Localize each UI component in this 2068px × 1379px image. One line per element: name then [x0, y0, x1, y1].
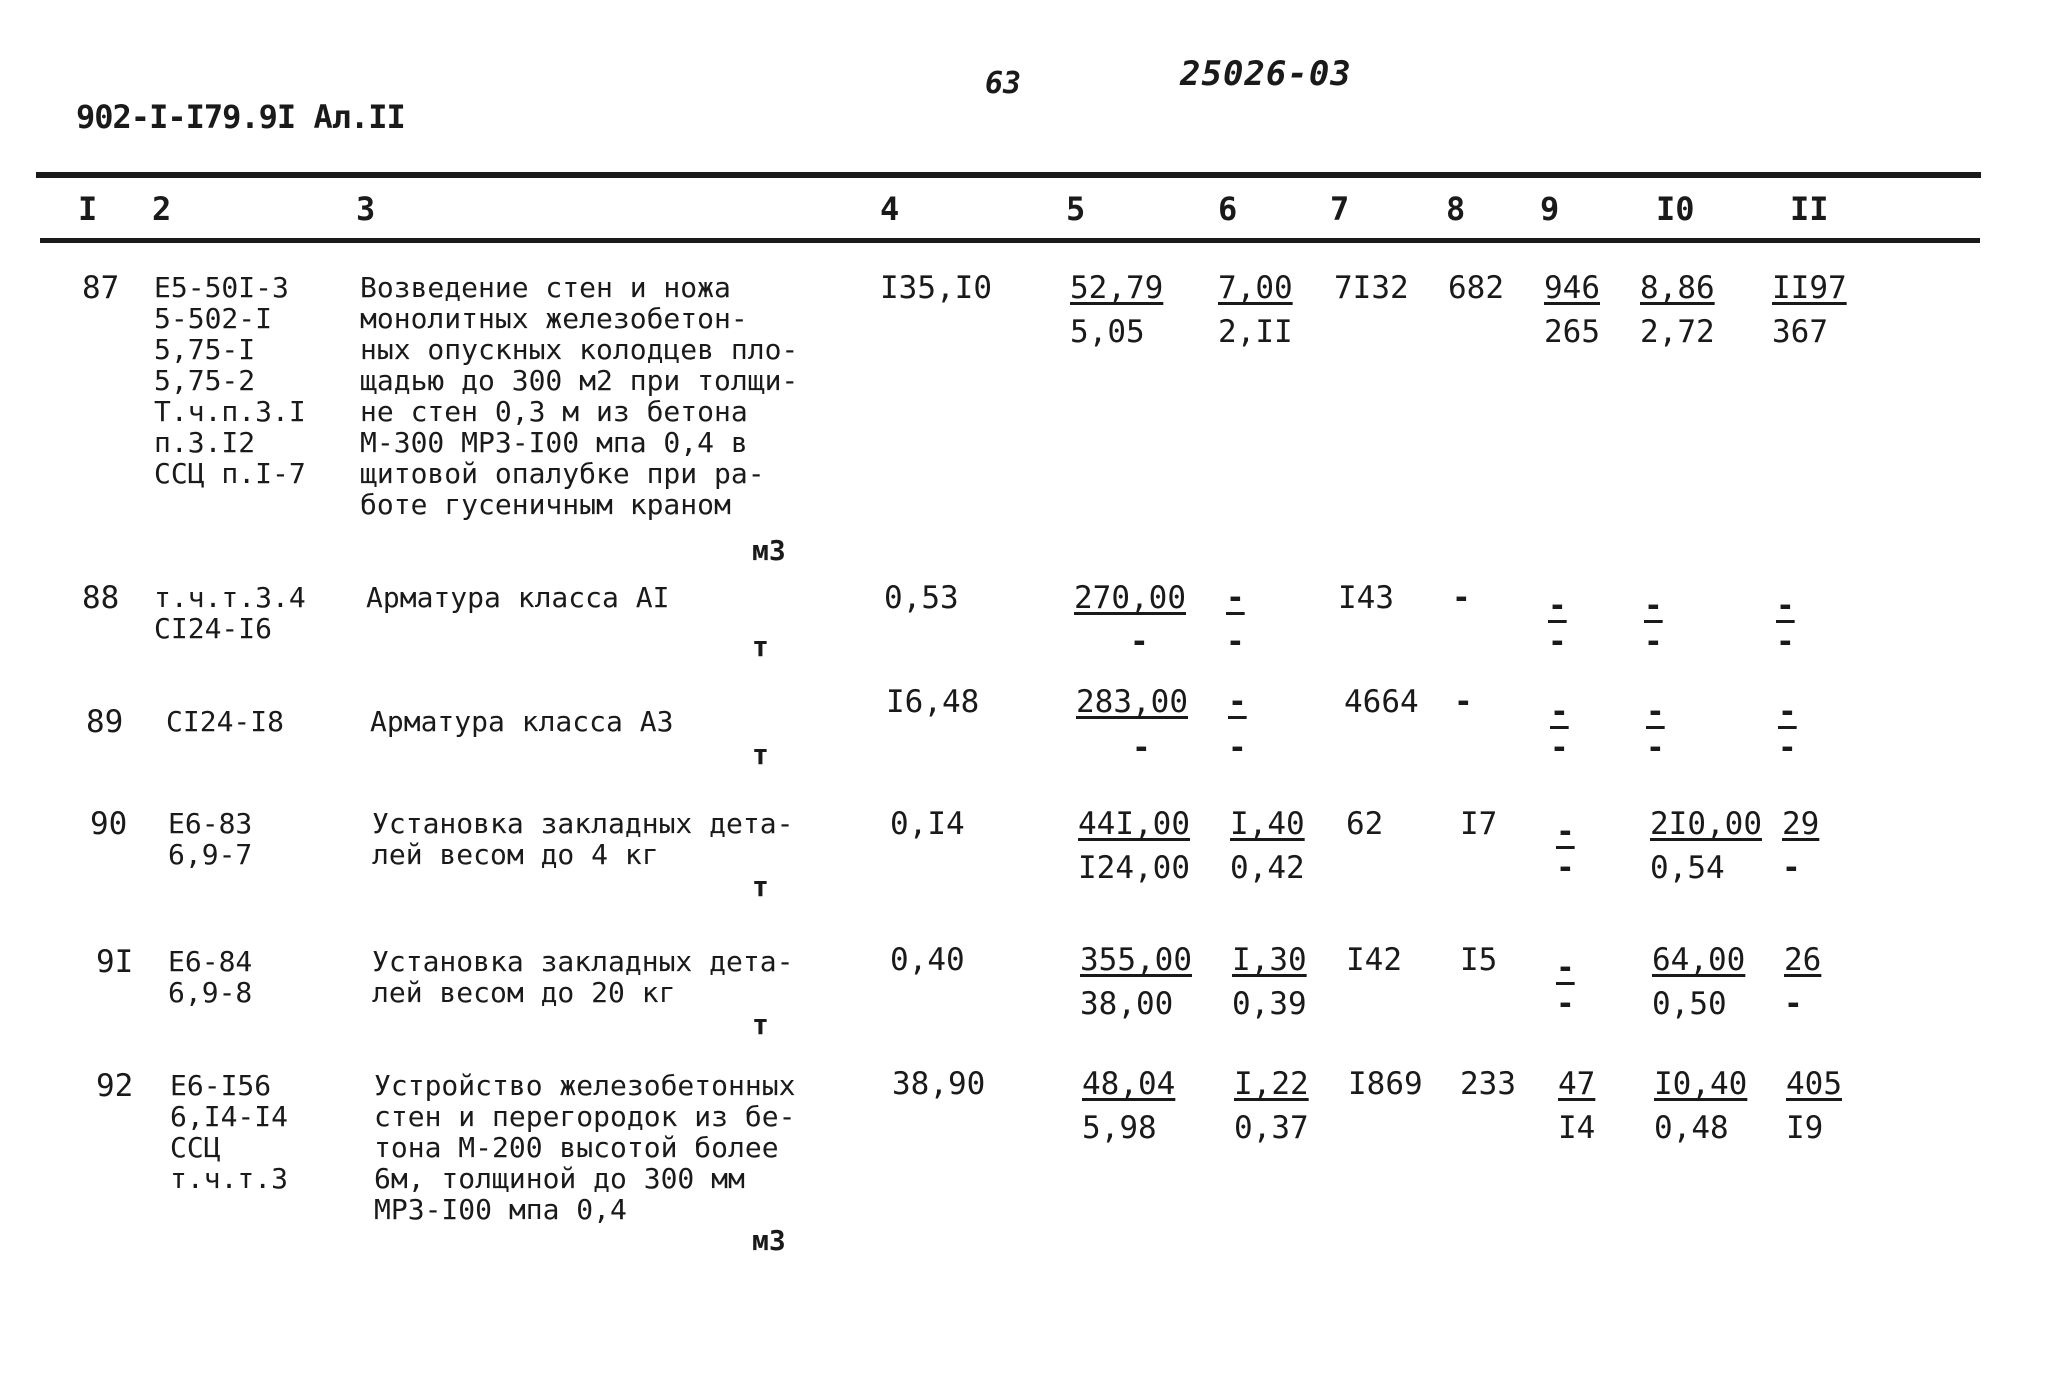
col5-top: 48,04	[1082, 1066, 1176, 1102]
col5-bottom: I24,00	[1078, 850, 1190, 886]
page-number: 63	[985, 66, 1022, 101]
col4-quantity: 38,90	[892, 1066, 986, 1102]
row-number: 90	[90, 806, 128, 842]
col8-value: 233	[1460, 1066, 1516, 1102]
col6-top: -	[1226, 580, 1245, 616]
table-header-rule	[40, 238, 1980, 243]
col5-top: 270,00	[1074, 580, 1186, 616]
column-header-11: II	[1790, 190, 1829, 228]
row-description: Устройство железобетонных стен и перегородок из бе- тона М-200 высотой более 6м, толщиной до 300 мм МРЗ-I00 мпа 0,4	[374, 1069, 796, 1226]
col11-top: -	[1778, 694, 1797, 730]
col6-bottom: -	[1226, 624, 1245, 660]
row-description: Арматура класса АI	[366, 581, 670, 614]
row-number: 9I	[96, 944, 134, 980]
col10-bottom: -	[1644, 624, 1663, 660]
col5-top: 44I,00	[1078, 806, 1190, 842]
row-number: 87	[82, 270, 120, 306]
handwritten-stamp: 25026-03	[1180, 54, 1352, 94]
col10-bottom: 0,54	[1650, 850, 1725, 886]
row-unit: т	[752, 870, 769, 903]
col7-value: I869	[1348, 1066, 1423, 1102]
col10-bottom: 2,72	[1640, 314, 1715, 350]
row-description: Установка закладных дета- лей весом до 4 кг	[372, 807, 794, 871]
column-header-10: I0	[1656, 190, 1695, 228]
col8-value: -	[1454, 684, 1473, 720]
col6-top: I,22	[1234, 1066, 1309, 1102]
col4-quantity: 0,40	[890, 942, 965, 978]
col6-bottom: -	[1228, 730, 1247, 766]
col8-value: I7	[1460, 806, 1498, 842]
col4-quantity: 0,I4	[890, 806, 965, 842]
row-number: 88	[82, 580, 120, 616]
column-header-4: 4	[880, 190, 900, 228]
col6-top: I,40	[1230, 806, 1305, 842]
col9-top: -	[1548, 588, 1567, 624]
row-codes: Е6-I56 6,I4-I4 ССЦ т.ч.т.3	[170, 1069, 289, 1195]
column-header-3: 3	[356, 190, 376, 228]
col7-value: I43	[1338, 580, 1394, 616]
col11-bottom: -	[1776, 624, 1795, 660]
col9-bottom: 265	[1544, 314, 1600, 350]
row-description: Возведение стен и ножа монолитных железобетон- ных опускных колодцев пло- щадью до 300 м2 при толщи- не стен 0,3 м из бетона М-300 МРЗ-I00 мпа 0,4 в щитовой опалубке при ра- боте гусеничным краном	[360, 271, 799, 521]
col11-top: 26	[1784, 942, 1822, 978]
column-header-1: I	[78, 190, 98, 228]
col9-top: -	[1550, 694, 1569, 730]
col9-bottom: -	[1550, 730, 1569, 766]
col7-value: 7I32	[1334, 270, 1409, 306]
row-description: Установка закладных дета- лей весом до 20 кг	[372, 945, 794, 1009]
row-unit: т	[752, 630, 769, 663]
col11-top: II97	[1772, 270, 1847, 306]
column-header-5: 5	[1066, 190, 1086, 228]
row-codes: СI24-I8	[166, 705, 285, 738]
col10-top: 64,00	[1652, 942, 1746, 978]
col5-top: 283,00	[1076, 684, 1188, 720]
col9-top: -	[1556, 950, 1575, 986]
row-number: 92	[96, 1068, 134, 1104]
col9-top: 946	[1544, 270, 1600, 306]
row-codes: Е6-84 6,9-8	[168, 945, 253, 1009]
col7-value: I42	[1346, 942, 1402, 978]
col11-top: -	[1776, 588, 1795, 624]
col11-top: 405	[1786, 1066, 1842, 1102]
col4-quantity: 0,53	[884, 580, 959, 616]
col9-top: -	[1556, 814, 1575, 850]
col10-bottom: -	[1646, 730, 1665, 766]
col5-bottom: -	[1130, 624, 1149, 660]
col10-top: 2I0,00	[1650, 806, 1762, 842]
row-description: Арматура класса А3	[370, 705, 674, 738]
col5-bottom: 5,98	[1082, 1110, 1157, 1146]
row-unit: м3	[752, 534, 786, 567]
col5-bottom: -	[1132, 730, 1151, 766]
col6-bottom: 0,42	[1230, 850, 1305, 886]
col10-bottom: 0,48	[1654, 1110, 1729, 1146]
row-unit: т	[752, 1008, 769, 1041]
col7-value: 4664	[1344, 684, 1419, 720]
col10-top: I0,40	[1654, 1066, 1748, 1102]
col10-top: -	[1644, 588, 1663, 624]
document-code: 902-I-I79.9I Ал.II	[76, 98, 405, 136]
col5-top: 355,00	[1080, 942, 1192, 978]
col11-bottom: -	[1782, 850, 1801, 886]
col8-value: 682	[1448, 270, 1504, 306]
col6-top: I,30	[1232, 942, 1307, 978]
col9-bottom: -	[1548, 624, 1567, 660]
column-header-7: 7	[1330, 190, 1350, 228]
col9-bottom: -	[1556, 986, 1575, 1022]
col6-top: -	[1228, 684, 1247, 720]
row-codes: т.ч.т.3.4 СI24-I6	[154, 581, 306, 645]
col5-top: 52,79	[1070, 270, 1164, 306]
col9-bottom: I4	[1558, 1110, 1596, 1146]
row-unit: м3	[752, 1224, 786, 1257]
col4-quantity: I6,48	[886, 684, 980, 720]
col5-bottom: 5,05	[1070, 314, 1145, 350]
col8-value: -	[1452, 580, 1471, 616]
col10-bottom: 0,50	[1652, 986, 1727, 1022]
column-header-2: 2	[152, 190, 172, 228]
col4-quantity: I35,I0	[880, 270, 992, 306]
row-unit: т	[752, 738, 769, 771]
col6-bottom: 2,II	[1218, 314, 1293, 350]
col9-bottom: -	[1556, 850, 1575, 886]
col11-bottom: 367	[1772, 314, 1828, 350]
col5-bottom: 38,00	[1080, 986, 1174, 1022]
col7-value: 62	[1346, 806, 1384, 842]
col11-top: 29	[1782, 806, 1820, 842]
table-top-rule	[36, 172, 1981, 178]
column-header-6: 6	[1218, 190, 1238, 228]
col11-bottom: -	[1784, 986, 1803, 1022]
col9-top: 47	[1558, 1066, 1596, 1102]
col6-bottom: 0,39	[1232, 986, 1307, 1022]
col10-top: -	[1646, 694, 1665, 730]
col8-value: I5	[1460, 942, 1498, 978]
col11-bottom: I9	[1786, 1110, 1824, 1146]
row-number: 89	[86, 704, 124, 740]
row-codes: Е6-83 6,9-7	[168, 807, 253, 871]
col6-top: 7,00	[1218, 270, 1293, 306]
col10-top: 8,86	[1640, 270, 1715, 306]
col6-bottom: 0,37	[1234, 1110, 1309, 1146]
column-header-9: 9	[1540, 190, 1560, 228]
row-codes: Е5-50I-3 5-502-I 5,75-I 5,75-2 Т.ч.п.3.I п.3.I2 ССЦ п.I-7	[154, 271, 306, 490]
column-header-8: 8	[1446, 190, 1466, 228]
col11-bottom: -	[1778, 730, 1797, 766]
